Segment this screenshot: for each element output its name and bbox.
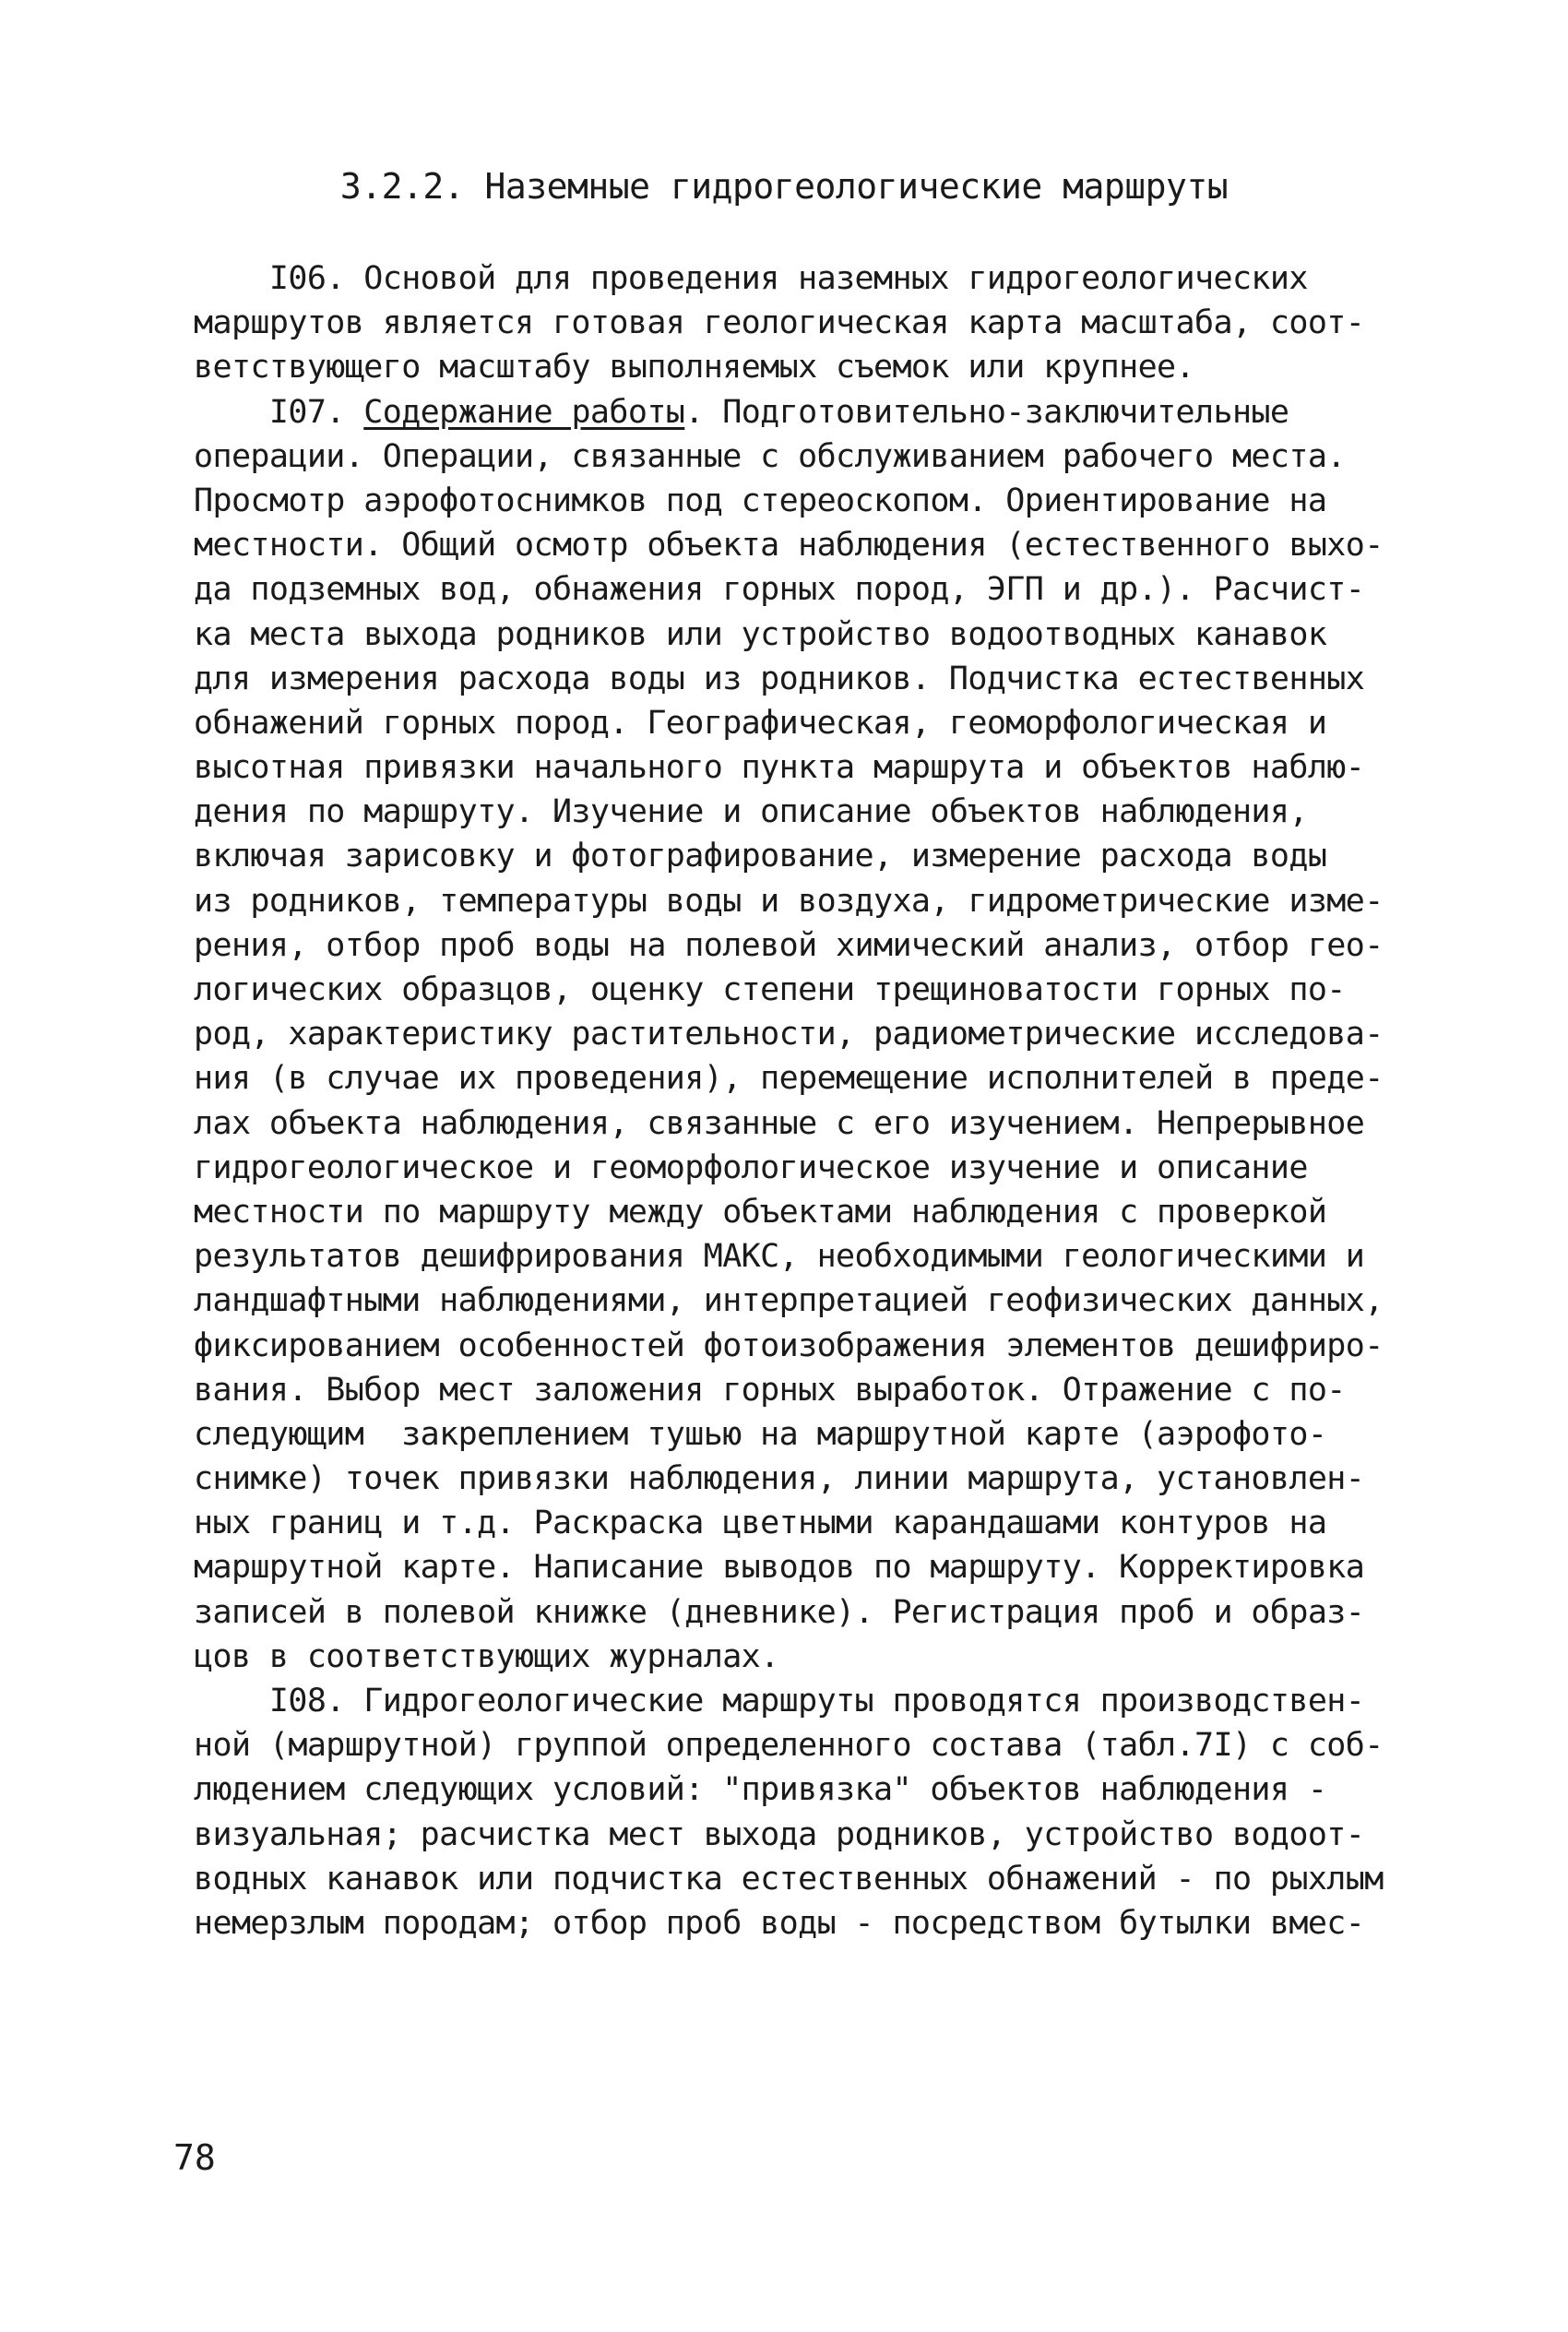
text-line: цов в соответствующих журналах. xyxy=(194,1637,779,1675)
text-line: род, характеристику растительности, радиометрические исследова- xyxy=(194,1016,1384,1053)
text-line: визуальная; расчистка мест выхода родников, устройство водоот- xyxy=(194,1815,1365,1853)
text-line: ных границ и т.д. Раскраска цветными карандашами контуров на xyxy=(194,1505,1327,1542)
text-line: логических образцов, оценку степени трещиноватости горных по- xyxy=(194,971,1346,1008)
text-line: маршрутов является готовая геологическая карта масштаба, соот- xyxy=(194,304,1365,342)
text-line: высотная привязки начального пункта маршрута и объектов наблю- xyxy=(194,749,1365,787)
text-line: фиксированием особенностей фотоизображения элементов дешифриро- xyxy=(194,1327,1384,1364)
text-line: обнажений горных пород. Географическая, геоморфологическая и xyxy=(194,704,1327,742)
text-line: I08. Гидрогеологические маршруты проводятся производствен- xyxy=(194,1683,1365,1719)
underlined-term: Содержание работы xyxy=(363,393,685,431)
text-line: людением следующих условий: "привязка" объектов наблюдения - xyxy=(194,1771,1327,1809)
text-line: ландшафтными наблюдениями, интерпретацией геофизических данных, xyxy=(194,1282,1384,1320)
page-number: 78 xyxy=(173,2137,216,2178)
text-line: гидрогеологическое и геоморфологическое изучение и описание xyxy=(194,1148,1308,1186)
text-line: ной (маршрутной) группой определенного состава (табл.7I) с соб- xyxy=(194,1727,1384,1765)
body-text xyxy=(194,256,1420,1945)
text-line: ка места выхода родников или устройство водоотводных канавок xyxy=(194,615,1327,653)
text-line: Просмотр аэрофотоснимков под стереоскопом. Ориентирование на xyxy=(194,482,1327,519)
text-line: из родников, температуры воды и воздуха, гидрометрические изме- xyxy=(194,882,1384,920)
text-line: следующим закреплением тушью на маршрутной карте (аэрофото- xyxy=(194,1415,1327,1453)
paragraph-106 xyxy=(194,256,1420,390)
text-line: включая зарисовку и фотографирование, измерение расхода воды xyxy=(194,838,1327,875)
text-line: рения, отбор проб воды на полевой химический анализ, отбор гео- xyxy=(194,926,1384,964)
text-line: ния (в случае их проведения), перемещение исполнителей в преде- xyxy=(194,1060,1384,1098)
line-rest: . Подготовительно-заключительные xyxy=(684,393,1289,431)
text-line: записей в полевой книжке (дневнике). Регистрация проб и образ- xyxy=(194,1593,1365,1631)
text-line: местности. Общий осмотр объекта наблюдения (естественного выхо- xyxy=(194,527,1384,565)
text-line: для измерения расхода воды из родников. Подчистка естественных xyxy=(194,660,1365,697)
text-line: местности по маршруту между объектами наблюдения с проверкой xyxy=(194,1193,1327,1231)
text-line: водных канавок или подчистка естественных обнажений - по рыхлым xyxy=(194,1860,1384,1898)
text-line: снимке) точек привязки наблюдения, линии маршрута, установлен- xyxy=(194,1460,1365,1498)
text-line: лах объекта наблюдения, связанные с его изучением. Непрерывное xyxy=(194,1104,1365,1142)
text-line: дения по маршруту. Изучение и описание объектов наблюдения, xyxy=(194,793,1308,831)
text-line: немерзлым породам; отбор проб воды - посредством бутылки вмес- xyxy=(194,1904,1365,1942)
paragraph-number: I07. xyxy=(194,393,364,431)
paragraph-108 xyxy=(194,1679,1420,1945)
text-line: результатов дешифрирования МАКС, необходимыми геологическими и xyxy=(194,1238,1365,1276)
text-line-first xyxy=(194,390,1420,434)
text-line: операции. Операции, связанные с обслуживанием рабочего места. xyxy=(194,437,1346,475)
text-line: да подземных вод, обнажения горных пород, ЭГП и др.). Расчист- xyxy=(194,571,1365,609)
paragraph-107 xyxy=(194,390,1420,1679)
text-line: ветствующего масштабу выполняемых съемок или крупнее. xyxy=(194,349,1195,387)
text-line: вания. Выбор мест заложения горных выработок. Отражение с по- xyxy=(194,1371,1346,1409)
section-heading: 3.2.2. Наземные гидрогеологические маршруты xyxy=(339,166,1229,207)
text-line: I06. Основой для проведения наземных гидрогеологических xyxy=(194,260,1308,297)
text-line: маршрутной карте. Написание выводов по маршруту. Корректировка xyxy=(194,1549,1365,1587)
